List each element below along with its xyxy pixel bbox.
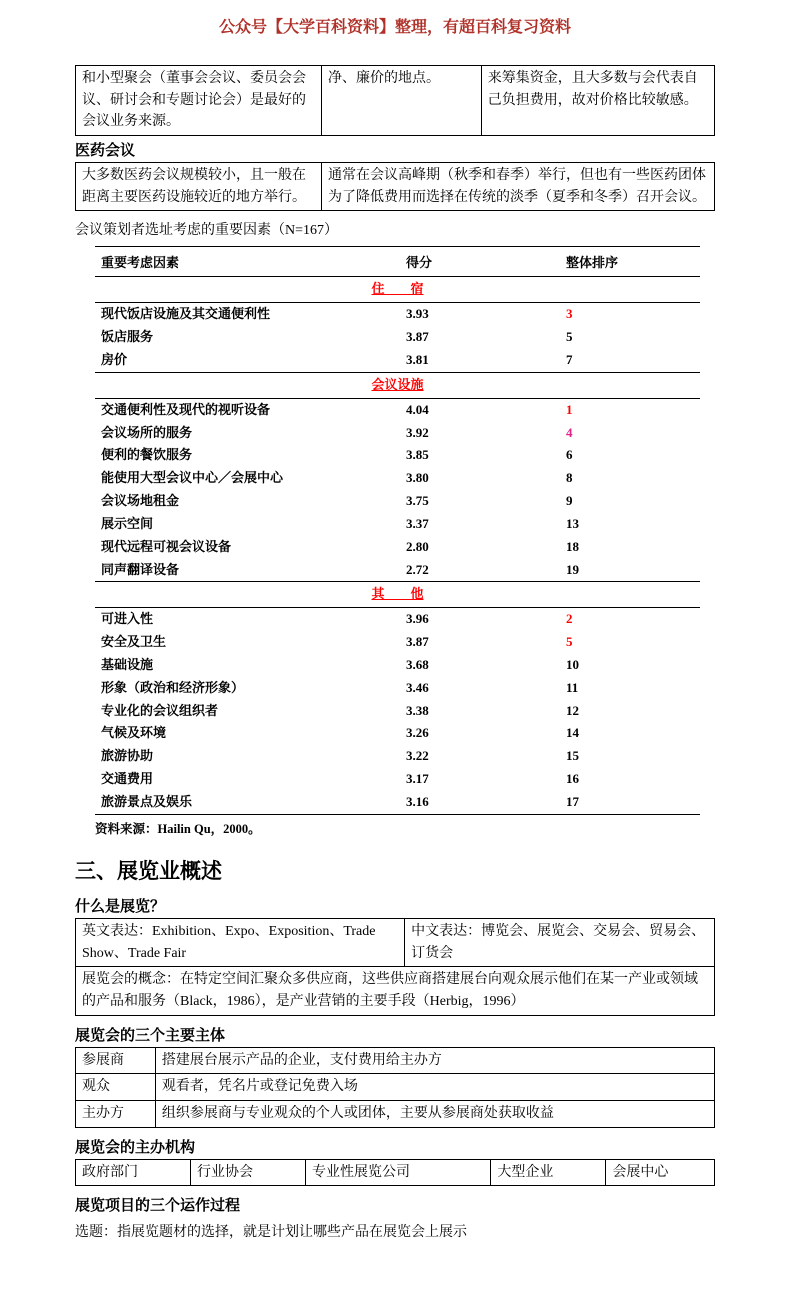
table-cell: 净、廉价的地点。 — [322, 66, 482, 136]
factor-name: 交通便利性及现代的视听设备 — [101, 401, 271, 417]
factor-row — [95, 490, 700, 513]
factor-name: 同声翻译设备 — [101, 561, 180, 577]
factor-score: 3.17 — [406, 771, 429, 787]
factor-group-header-row — [95, 372, 700, 398]
factor-row — [95, 349, 700, 372]
factor-score: 3.96 — [406, 611, 429, 627]
factor-rank: 19 — [566, 561, 579, 577]
factor-name: 可进入性 — [101, 611, 154, 627]
factor-rank: 4 — [566, 424, 573, 440]
factor-rank: 6 — [566, 447, 573, 463]
factor-score: 3.93 — [406, 306, 429, 322]
factor-rank: 2 — [566, 611, 573, 627]
factor-group-title: 其 他 — [95, 582, 700, 608]
factor-name: 饭店服务 — [101, 329, 154, 345]
page-header-title: 公众号【大学百科资料】整理，有超百科复习资料 — [218, 19, 571, 36]
organizer-cell: 政府部门 — [76, 1159, 191, 1186]
factor-name: 现代远程可视会议设备 — [101, 538, 232, 554]
table-cell: 来筹集资金，且大多数与会代表自己负担费用，故对价格比较敏感。 — [481, 66, 714, 136]
factor-score: 3.85 — [406, 447, 429, 463]
factor-row — [95, 608, 700, 631]
factor-row — [95, 677, 700, 700]
factor-group-title: 住 宿 — [95, 277, 700, 303]
subject-description: 搭建展台展示产品的企业，支付费用给主办方 — [155, 1047, 714, 1074]
factors-header-row — [95, 247, 700, 277]
factor-rank: 16 — [566, 771, 579, 787]
factor-score: 2.80 — [406, 538, 429, 554]
factor-rank: 3 — [566, 306, 573, 322]
factor-name: 基础设施 — [101, 656, 154, 672]
factor-row — [95, 745, 700, 768]
source-note: 资料来源：Hailin Qu，2000。 — [95, 821, 261, 836]
factor-name: 专业化的会议组织者 — [101, 702, 219, 718]
process-text: 选题：指展览题材的选择，就是计划让哪些产品在展览会上展示 — [75, 1225, 467, 1241]
factor-rank: 5 — [566, 329, 573, 345]
factor-name: 气候及环境 — [101, 725, 167, 741]
factor-rank: 15 — [566, 748, 579, 764]
organizer-cell: 行业协会 — [191, 1159, 306, 1186]
factor-score: 3.80 — [406, 470, 429, 486]
factor-group-header-row — [95, 582, 700, 608]
factor-score: 3.87 — [406, 329, 429, 345]
factor-rank: 12 — [566, 702, 579, 718]
table-cell: 大多数医药会议规模较小，且一般在距离主要医药设施较近的地方举行。 — [76, 163, 322, 211]
table-row — [76, 967, 715, 1015]
factor-score: 3.87 — [406, 634, 429, 650]
subject-description: 观看者，凭名片或登记免费入场 — [155, 1074, 714, 1101]
factor-row — [95, 559, 700, 582]
subjects-table-body — [76, 1047, 715, 1127]
column-header-factor: 重要考虑因素 — [95, 247, 390, 277]
factor-row — [95, 722, 700, 745]
factor-group-title: 会议设施 — [95, 372, 700, 398]
subject-description: 组织参展商与专业观众的个人或团体，主要从参展商处获取收益 — [155, 1100, 714, 1127]
factor-score: 3.81 — [406, 351, 429, 367]
subject-row — [76, 1100, 715, 1127]
factor-score: 3.26 — [406, 725, 429, 741]
chinese-terms-cell: 中文表达：博览会、展览会、交易会、贸易会、订货会 — [405, 918, 715, 966]
exhibition-concept-cell: 展览会的概念：在特定空间汇聚众多供应商，这些供应商搭建展台向观众展示他们在某一产业或领域的产品和服务（Black，1986），是产业营销的主要手段（Herbig，1996） — [76, 967, 715, 1015]
continuation-table — [75, 65, 715, 136]
subjects-table — [75, 1047, 715, 1128]
subject-role: 观众 — [76, 1074, 156, 1101]
factor-score: 4.04 — [406, 401, 429, 417]
factor-rank: 18 — [566, 538, 579, 554]
factor-name: 旅游协助 — [101, 748, 154, 764]
factor-rank: 7 — [566, 351, 573, 367]
factor-name: 房价 — [101, 351, 128, 367]
table-cell: 和小型聚会（董事会会议、委员会会议、研讨会和专题讨论会）是最好的会议业务来源。 — [76, 66, 322, 136]
factor-score: 2.72 — [406, 561, 429, 577]
factors-table-caption: 会议策划者选址考虑的重要因素（N=167） — [75, 223, 339, 239]
subject-row — [76, 1047, 715, 1074]
factor-rank: 1 — [566, 401, 573, 417]
factor-score: 3.37 — [406, 515, 429, 531]
factors-table-body — [95, 277, 700, 814]
factor-score: 3.38 — [406, 702, 429, 718]
organizers-table — [75, 1159, 715, 1187]
factor-rank: 9 — [566, 493, 573, 509]
column-header-score: 得分 — [390, 247, 550, 277]
factor-score: 3.22 — [406, 748, 429, 764]
factor-name: 会议场地租金 — [101, 493, 180, 509]
organizers-heading: 展览会的主办机构 — [75, 1139, 196, 1156]
factor-row — [95, 326, 700, 349]
factor-name: 展示空间 — [101, 515, 154, 531]
factor-row — [95, 513, 700, 536]
factor-score: 3.46 — [406, 679, 429, 695]
organizers-row — [76, 1159, 715, 1186]
factor-name: 现代饭店设施及其交通便利性 — [101, 306, 271, 322]
factor-rank: 17 — [566, 794, 579, 809]
factor-row — [95, 467, 700, 490]
organizer-cell: 会展中心 — [606, 1159, 715, 1186]
factor-name: 旅游景点及娱乐 — [101, 794, 193, 809]
organizer-cell: 专业性展览公司 — [306, 1159, 491, 1186]
column-header-rank: 整体排序 — [550, 247, 700, 277]
factor-row — [95, 700, 700, 723]
factors-table — [95, 246, 700, 814]
exhibition-terms-table — [75, 918, 715, 1016]
factor-rank: 13 — [566, 515, 579, 531]
factor-name: 安全及卫生 — [101, 634, 167, 650]
factor-name: 会议场所的服务 — [101, 424, 193, 440]
factor-row — [95, 536, 700, 559]
organizer-cell: 大型企业 — [491, 1159, 606, 1186]
section-heading-exhibition-overview: 三、展览业概述 — [75, 858, 222, 883]
factor-score: 3.68 — [406, 656, 429, 672]
factor-score: 3.75 — [406, 493, 429, 509]
factor-row — [95, 791, 700, 814]
subject-role: 参展商 — [76, 1047, 156, 1074]
factor-score: 3.92 — [406, 424, 429, 440]
factor-name: 交通费用 — [101, 771, 154, 787]
factor-score: 3.16 — [406, 794, 429, 809]
subject-role: 主办方 — [76, 1100, 156, 1127]
factor-row — [95, 444, 700, 467]
table-row — [76, 66, 715, 136]
factor-row — [95, 768, 700, 791]
medical-table — [75, 162, 715, 211]
factor-name: 便利的餐饮服务 — [101, 447, 193, 463]
subject-row — [76, 1074, 715, 1101]
medical-section-heading: 医药会议 — [75, 143, 136, 160]
factor-row — [95, 303, 700, 326]
table-row — [76, 918, 715, 966]
factor-rank: 8 — [566, 470, 573, 486]
factor-row — [95, 654, 700, 677]
factor-name: 能使用大型会议中心／会展中心 — [101, 470, 284, 486]
factor-rank: 11 — [566, 679, 579, 695]
factor-row — [95, 631, 700, 654]
factor-row — [95, 422, 700, 445]
factor-group-header-row — [95, 277, 700, 303]
factor-rank: 10 — [566, 656, 579, 672]
subjects-heading: 展览会的三个主要主体 — [75, 1027, 226, 1044]
factor-rank: 14 — [566, 725, 579, 741]
factor-rank: 5 — [566, 634, 573, 650]
process-heading: 展览项目的三个运作过程 — [75, 1198, 241, 1215]
table-cell: 通常在会议高峰期（秋季和春季）举行，但也有一些医药团体为了降低费用而选择在传统的淡季（夏季和冬季）召开会议。 — [322, 163, 715, 211]
factor-row — [95, 398, 700, 421]
english-terms-cell: 英文表达：Exhibition、Expo、Exposition、Trade Show、Trade Fair — [76, 918, 405, 966]
table-row — [76, 163, 715, 211]
factor-name: 形象（政治和经济形象） — [101, 679, 245, 695]
what-is-exhibition-heading: 什么是展览？ — [75, 898, 166, 915]
